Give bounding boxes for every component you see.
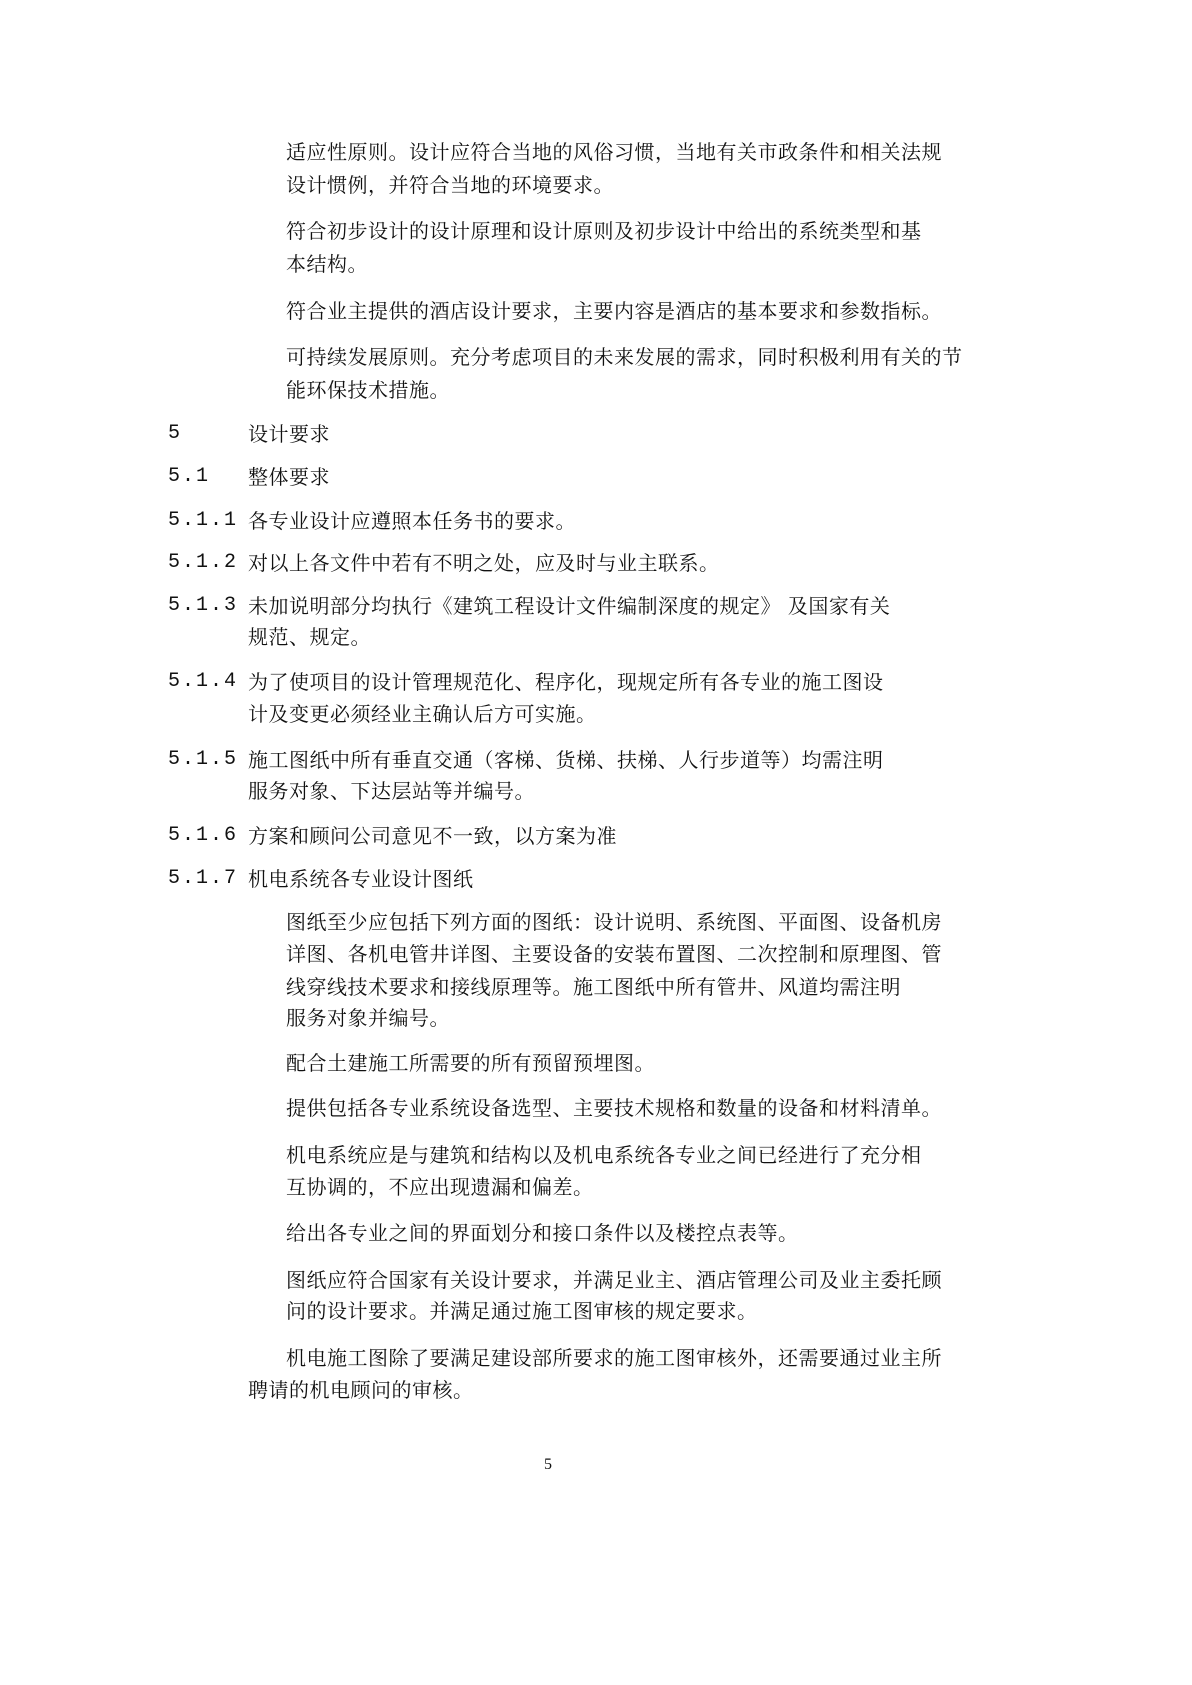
paragraph-line: 提供包括各专业系统设备选型、主要技术规格和数量的设备和材料清单。	[286, 1096, 942, 1120]
section-heading: 设计要求	[248, 422, 330, 446]
section-number: 5	[168, 422, 183, 445]
section-number: 5.1.2	[168, 551, 239, 574]
page-number: 5	[544, 1456, 552, 1473]
section-text: 规范、规定。	[248, 625, 371, 649]
paragraph-line: 符合初步设计的设计原理和设计原则及初步设计中给出的系统类型和基	[286, 219, 922, 243]
section-number: 5.1.3	[168, 594, 239, 617]
paragraph-line: 机电施工图除了要满足建设部所要求的施工图审核外，还需要通过业主所	[286, 1346, 942, 1370]
paragraph-line: 图纸至少应包括下列方面的图纸：设计说明、系统图、平面图、设备机房	[286, 910, 942, 934]
paragraph-line: 机电系统应是与建筑和结构以及机电系统各专业之间已经进行了充分相	[286, 1143, 922, 1167]
section-text: 对以上各文件中若有不明之处，应及时与业主联系。	[248, 551, 720, 575]
paragraph-line: 问的设计要求。并满足通过施工图审核的规定要求。	[286, 1299, 758, 1323]
section-text: 施工图纸中所有垂直交通（客梯、货梯、扶梯、人行步道等）均需注明	[248, 748, 884, 772]
paragraph-line: 给出各专业之间的界面划分和接口条件以及楼控点表等。	[286, 1221, 799, 1245]
section-heading: 整体要求	[248, 465, 330, 489]
paragraph-line: 能环保技术措施。	[286, 378, 450, 402]
section-text: 未加说明部分均执行《建筑工程设计文件编制深度的规定》 及国家有关	[248, 594, 891, 618]
section-text: 机电系统各专业设计图纸	[248, 867, 474, 891]
section-number: 5.1.6	[168, 824, 239, 847]
section-text: 各专业设计应遵照本任务书的要求。	[248, 509, 576, 533]
section-text: 为了使项目的设计管理规范化、程序化，现规定所有各专业的施工图设	[248, 670, 884, 694]
section-number: 5.1.5	[168, 748, 239, 771]
section-number: 5.1.1	[168, 509, 239, 532]
paragraph-line: 图纸应符合国家有关设计要求，并满足业主、酒店管理公司及业主委托顾	[286, 1268, 942, 1292]
section-text: 计及变更必须经业主确认后方可实施。	[248, 702, 597, 726]
paragraph-line: 可持续发展原则。充分考虑项目的未来发展的需求，同时积极利用有关的节	[286, 345, 963, 369]
section-text: 服务对象、下达层站等并编号。	[248, 779, 535, 803]
paragraph-line: 详图、各机电管井详图、主要设备的安装布置图、二次控制和原理图、管	[286, 942, 942, 966]
section-number: 5.1.7	[168, 867, 239, 890]
paragraph-line: 配合土建施工所需要的所有预留预埋图。	[286, 1051, 655, 1075]
paragraph-line: 互协调的，不应出现遗漏和偏差。	[286, 1175, 594, 1199]
paragraph-line: 符合业主提供的酒店设计要求，主要内容是酒店的基本要求和参数指标。	[286, 299, 942, 323]
paragraph-line: 适应性原则。设计应符合当地的风俗习惯，当地有关市政条件和相关法规	[286, 140, 942, 164]
paragraph-line: 线穿线技术要求和接线原理等。施工图纸中所有管井、风道均需注明	[286, 975, 901, 999]
section-number: 5.1.4	[168, 670, 239, 693]
paragraph-line: 设计惯例，并符合当地的环境要求。	[286, 173, 614, 197]
paragraph-line: 聘请的机电顾问的审核。	[248, 1378, 474, 1402]
paragraph-line: 本结构。	[286, 252, 368, 276]
paragraph-line: 服务对象并编号。	[286, 1006, 450, 1030]
section-number: 5.1	[168, 465, 211, 488]
section-text: 方案和顾问公司意见不一致，以方案为准	[248, 824, 617, 848]
